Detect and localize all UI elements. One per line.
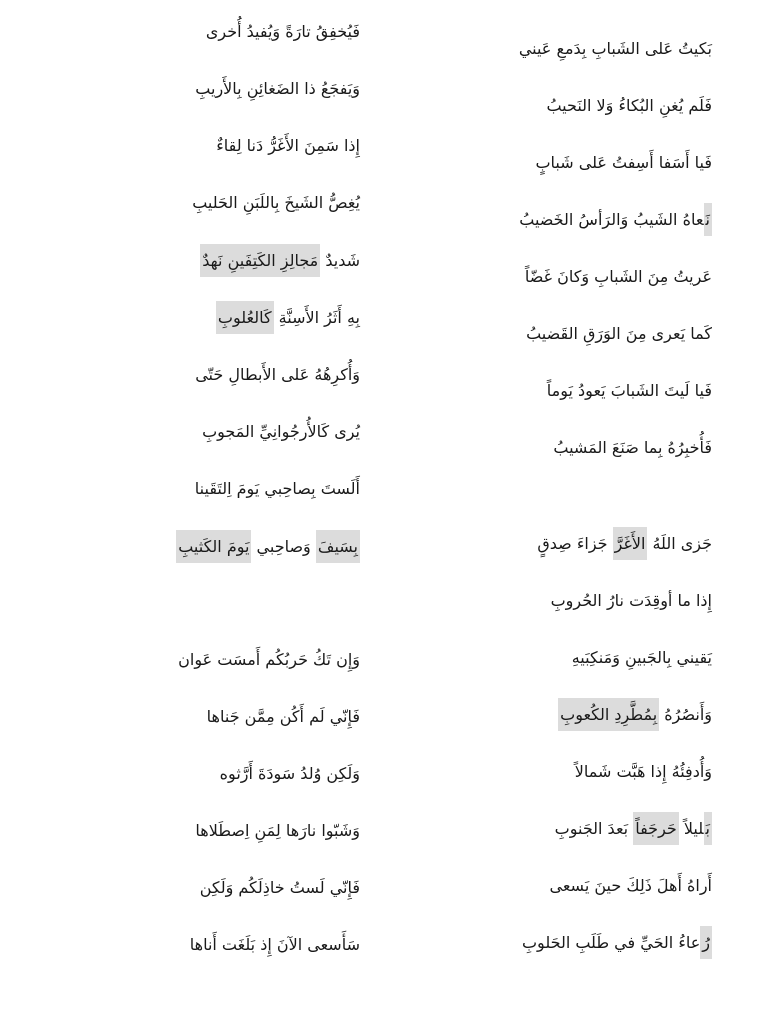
verse-text: وَلَكِن وُلدُ سَودَةَ أَرَّثوه: [219, 764, 360, 783]
verse-text: فَإِنّي لَستُ خاذِلَكُم وَلَكِن: [199, 878, 360, 897]
verse-line: [551, 591, 712, 611]
verse-text: وَصاحِبي: [251, 537, 316, 556]
verse-line: [195, 365, 360, 385]
verse-line: [526, 324, 712, 344]
verse-text: يُرى كَالأُرجُوانِيِّ المَجوبِ: [202, 422, 360, 441]
verse-text: يَقيني بِالجَبينِ وَمَنكِبَيهِ: [571, 648, 712, 667]
verse-text: فَإِنّي لَم أَكُن مِمَّن جَناها: [206, 707, 360, 726]
verse-text: يُغِصُّ الشَيخَ بِاللَبَنِ الحَليبِ: [192, 193, 360, 212]
verse-text: عاءُ الحَيِّ في طَلَبِ الحَلوبِ: [521, 933, 701, 952]
verse-line: [525, 267, 712, 287]
verse-text: وَيَفجَعُ ذا الضَغائِنِ بِالأَريبِ: [195, 79, 360, 98]
verse-text: بَعدَ الجَنوبِ: [554, 819, 634, 838]
verse-line: [216, 308, 360, 328]
verse-line: [220, 764, 360, 784]
highlighted-word: حَرجَفاً: [633, 812, 679, 845]
verse-text: وَأَنصُرُهُ: [659, 705, 712, 724]
verse-line: [555, 819, 712, 839]
verse-line: [535, 153, 712, 173]
verse-line: [519, 210, 712, 230]
verse-line: [202, 422, 360, 442]
verse-line: [519, 39, 712, 59]
verse-line: [553, 438, 712, 458]
verse-line: [200, 878, 360, 898]
verse-line: [575, 762, 712, 782]
verse-text: فَيا أَسَفا أَسِفتُ عَلى شَبابٍ: [535, 153, 712, 172]
verse-line: [176, 537, 360, 557]
highlighted-word: يَومَ الكَثيبِ: [176, 530, 251, 563]
verse-text: وَإِن تَكُ حَربُكُم أَمسَت عَوان: [178, 650, 360, 669]
verse-line: [537, 534, 712, 554]
verse-text: وَشَبّوا نارَها لِمَنِ اِصطَلاها: [195, 821, 360, 840]
verse-text: سَأَسعى الآنَ إِذ بَلَغَت أَناها: [189, 935, 360, 954]
verse-text: وَأُدفِئُهُ إِذا هَبَّت شَمالاً: [574, 762, 712, 781]
verse-line: [549, 876, 712, 896]
verse-text: فَأُخبِرُهُ بِما صَنَعَ المَشيبُ: [553, 438, 712, 457]
verse-line: [178, 650, 360, 670]
verse-line: [522, 933, 712, 953]
highlighted-word: بِسَيفَ: [316, 530, 360, 563]
verse-line: [558, 705, 712, 725]
verse-line: [190, 935, 360, 955]
verse-line: [206, 22, 360, 42]
verse-line: [195, 79, 360, 99]
verse-line: [200, 251, 360, 271]
verse-line: [546, 96, 712, 116]
verse-text: جَزاءَ صِدقٍ: [537, 534, 613, 553]
highlighted-word: الأَغَرَّ: [613, 527, 648, 560]
verse-text: كَما يَعرى مِنَ الوَرَقِ القَضيبُ: [526, 324, 712, 343]
highlighted-word: كَالعُلوبِ: [216, 301, 274, 334]
verse-text: شَديدٌ: [320, 251, 360, 270]
highlighted-word: بَ: [704, 812, 712, 845]
verse-line: [195, 821, 360, 841]
verse-text: إِذا ما أوقِدَت نارُ الحُروبِ: [550, 591, 712, 610]
verse-line: [192, 193, 360, 213]
verse-text: وَأُكرِهُهُ عَلى الأَبطالِ حَتّى: [195, 365, 360, 384]
verse-text: أَراهُ أَهلَ ذَلِكَ حينَ يَسعى: [549, 876, 712, 895]
verse-line: [572, 648, 712, 668]
verse-text: إِذا سَمِنَ الأَغَرُّ دَنا لِقاءٌ: [216, 136, 360, 155]
verse-line: [216, 136, 360, 156]
verse-text: بَكيتُ عَلى الشَبابِ بِدَمعِ عَيني: [518, 39, 712, 58]
verse-text: فَيُخفِقُ تارَةً وَيُفيدُ أُخرى: [205, 22, 360, 41]
highlighted-word: نَ: [704, 203, 712, 236]
verse-text: عاهُ الشَيبُ وَالرَأسُ الخَضيبُ: [519, 210, 704, 229]
verse-text: فَيا لَيتَ الشَبابَ يَعودُ يَوماً: [546, 381, 712, 400]
verse-text: أَلَستَ بِصاحِبي يَومَ اِلتَقَينا: [194, 479, 360, 498]
verse-text: بِهِ أَثَرُ الأَسِنَّةِ: [273, 308, 360, 327]
verse-text: جَزى اللَهُ: [647, 534, 712, 553]
verse-text: ليلاً: [678, 819, 704, 838]
verse-line: [207, 707, 360, 727]
highlighted-word: مَجالِزِ الكَتِفَينِ نَهدٌ: [200, 244, 320, 277]
highlighted-word: بِمُطَّرِدِ الكُعوبِ: [558, 698, 659, 731]
verse-text: فَلَم يُغنِ البُكاءُ وَلا النَحيبُ: [546, 96, 712, 115]
verse-text: عَريتُ مِنَ الشَبابِ وَكانَ غَضّاً: [524, 267, 712, 286]
verse-line: [195, 479, 360, 499]
verse-line: [547, 381, 712, 401]
highlighted-word: رُ: [700, 926, 712, 959]
